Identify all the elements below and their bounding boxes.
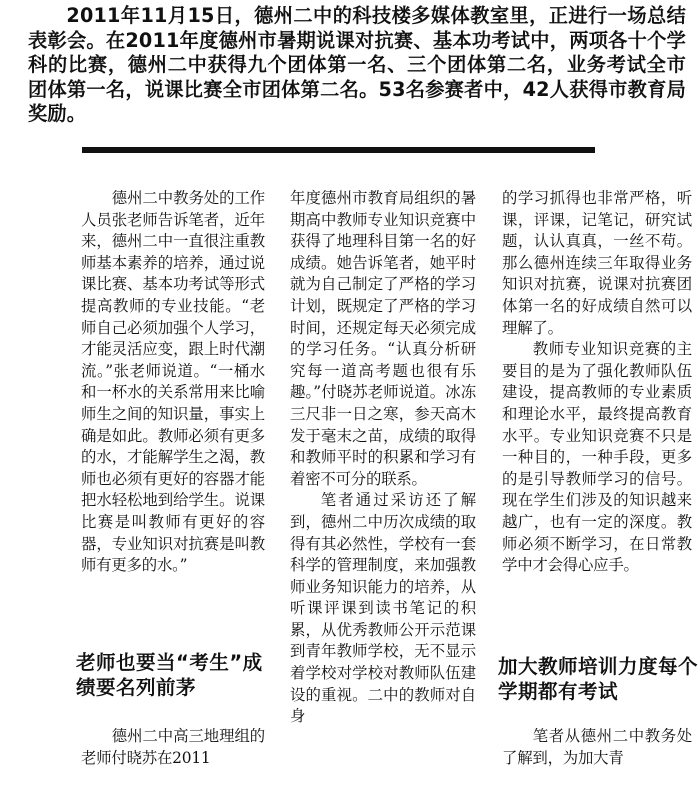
subheading-teacher-training: 加大教师培训力度每个学期都有考试 [498,655,699,703]
column-2-paragraph-2: 笔者通过采访还了解到，德州二中历次成绩的取得有其必然性，学校有一套科学的管理制度，来加强教师业务知识能力的培养，从听课评课到读书笔记的积累，从优秀教师公开示范课到青年教师学校，无不显示着学校对学校对教师队伍建设的重视。二中的教师对自身 [290,491,476,726]
lead-paragraph [28,4,686,127]
column-2-paragraph-1: 年度德州市教育局组织的暑期高中教师专业知识竞赛中获得了地理科目第一名的好成绩。她告诉笔者，她平时就为自己制定了严格的学习计划，既规定了严格的学习时间，还规定每天必须完成的学习任务。“认真分析研究每一道高考题也很有乐趣。”付晓苏老师说道。冰冻三尺非一日之寒，参天高木发于毫末之苗，成绩的取得和教师平时的积累和学习有着密不可分的联系。 [290,189,476,488]
column-1-tail [81,726,265,769]
section-divider [82,147,595,153]
subheading-teachers-as-examinees: 老师也要当“考生”成绩要名列前茅 [76,651,263,699]
column-3 [502,188,692,577]
lead-text: 2011年11月15日，德州二中的科技楼多媒体教室里，正进行一场总结表彰会。在2011年度德州市暑期说课对抗赛、基本功考试中，两项各十个学科的比赛，德州二中获得九个团体第一名、三个团体第二名，业务考试全市团体第一名，说课比赛全市团体第二名。53名参赛者中，42人获得市教育局奖励。 [28,4,686,125]
column-1-paragraph-2: 德州二中高三地理组的老师付晓苏在2011 [81,727,265,767]
column-3-paragraph-3: 笔者从德州二中教务处了解到，为加大青 [502,727,692,767]
column-3-paragraph-2: 教师专业知识竞赛的主要目的是为了强化教师队伍建设，提高教师的专业素质和理论水平，最终提高教育水平。专业知识竞赛不只是一种目的，一种手段，更多的是引导教师学习的信号。现在学生们涉及的知识越来越广，也有一定的深度。教师必须不断学习，在日常教学中才会得心应手。 [502,340,692,575]
column-1-paragraph-1: 德州二中教务处的工作人员张老师告诉笔者，近年来，德州二中一直很注重教师基本素养的培养，通过说课比赛、基本功考试等形式提高教师的专业技能。“老师自己必须加强个人学习，才能灵活应变，跟上时代潮流。”张老师说道。“一桶水和一杯水的关系常用来比喻师生之间的知识量，事实上确是如此。教师必须有更多的水，才能解学生之渴，教师也必须有更好的容器才能把水轻松地到给学生。说课比赛是叫教师有更好的容器，专业知识对抗赛是叫教师有更多的水。” [81,189,265,575]
column-3-paragraph-1: 的学习抓得也非常严格，听课，评课，记笔记，研究试题，认认真真，一丝不苟。那么德州连续三年取得业务知识对抗赛，说课对抗赛团体第一名的好成绩自然可以理解了。 [502,189,692,337]
column-1 [81,188,265,577]
column-2 [290,188,476,728]
column-3-tail [502,726,692,769]
